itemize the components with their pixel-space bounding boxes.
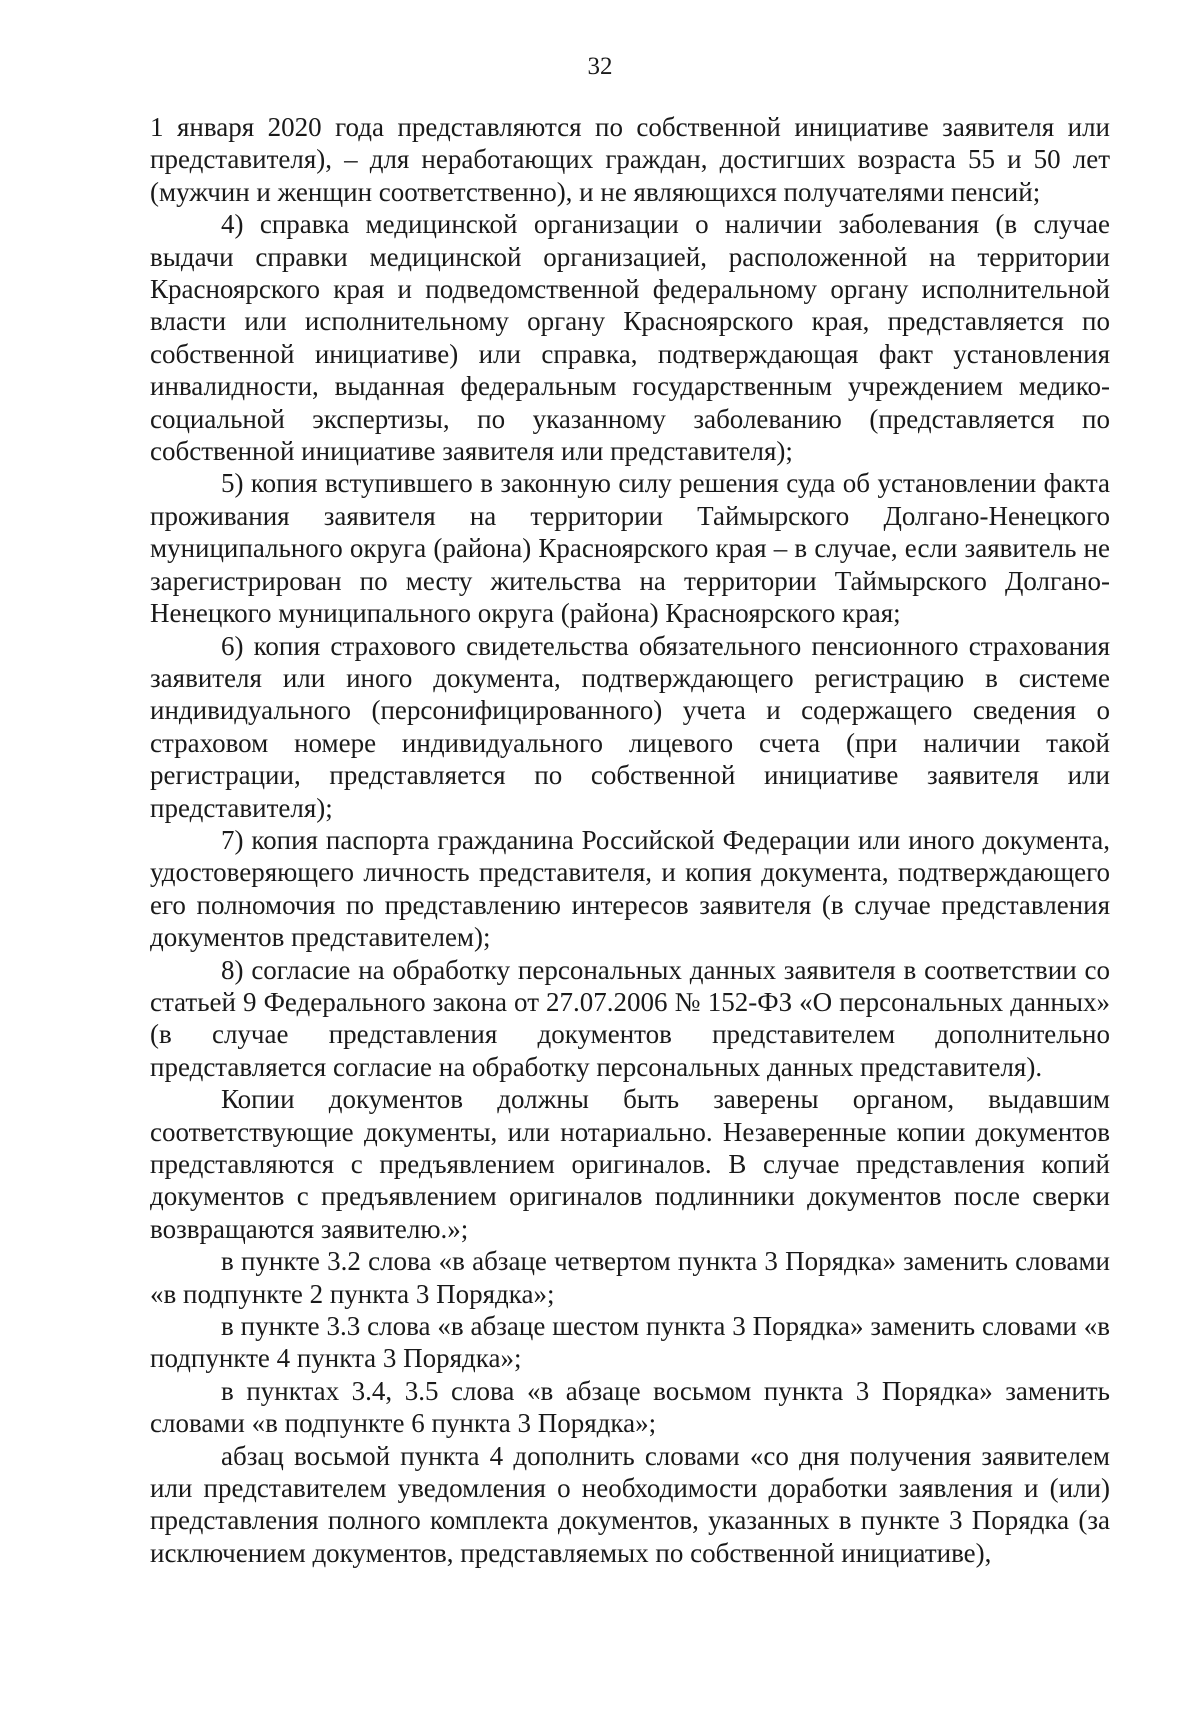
paragraph-item-7: 7) копия паспорта гражданина Российской Федерации или иного документа, удостоверяющего личность представителя, и копия документа, подтверждающего его полномочия по представлению интересов заявителя (в случае представления документов представителем); <box>150 824 1110 953</box>
paragraph-3-2: в пункте 3.2 слова «в абзаце четвертом пункта 3 Порядка» заменить словами «в подпункте 2 пункта 3 Порядка»; <box>150 1246 1110 1309</box>
paragraph-item-5: 5) копия вступившего в законную силу решения суда об установлении факта проживания заявителя на территории Таймырского Долгано-Ненецкого муниципального округа (района) Красноярского края – в случае, если заявитель не зарегистрирован по месту жительства на территории Таймырского Долгано-Ненецкого муниципального округа (района) Красноярского края; <box>150 468 1110 629</box>
paragraph-4-8: абзац восьмой пункта 4 дополнить словами «со дня получения заявителем или представителем уведомления о необходимости доработки заявления и (или) представления полного комплекта документов, указанных в пункте 3 Порядка (за исключением документов, представляемых по собственной инициативе), <box>150 1440 1110 1568</box>
page-number: 32 <box>587 53 613 80</box>
paragraph-item-6: 6) копия страхового свидетельства обязательного пенсионного страхования заявителя или иного документа, подтверждающего регистрацию в системе индивидуального (персонифицированного) учета и содержащего сведения о страховом номере индивидуального лицевого счета (при наличии такой регистрации, представляется по собственной инициативе заявителя или представителя); <box>150 630 1110 823</box>
paragraph-item-4: 4) справка медицинской организации о наличии заболевания (в случае выдачи справки медицинской организацией, расположенной на территории Красноярского края и подведомственной федеральному органу исполнительной власти или исполнительному органу Красноярского края, представляется по собственной инициативе) или справка, подтверждающая факт установления инвалидности, выданная федеральным государственным учреждением медико-социальной экспертизы, по указанному заболеванию (представляется по собственной инициативе заявителя или представителя); <box>150 209 1110 467</box>
paragraph-3-3: в пункте 3.3 слова «в абзаце шестом пункта 3 Порядка» заменить словами «в подпункте 4 пункта 3 Порядка»; <box>150 1311 1110 1374</box>
paragraph-3-4-3-5: в пунктах 3.4, 3.5 слова «в абзаце восьмом пункта 3 Порядка» заменить словами «в подпункте 6 пункта 3 Порядка»; <box>150 1375 1110 1439</box>
paragraph-item-8: 8) согласие на обработку персональных данных заявителя в соответствии со статьей 9 Федерального закона от 27.07.2006 № 152-ФЗ «О персональных данных» (в случае представления документов представителем дополнительно представляется согласие на обработку персональных данных представителя). <box>150 954 1110 1082</box>
paragraph-continuation: 1 января 2020 года представляются по собственной инициативе заявителя или представителя), – для неработающих граждан, достигших возраста 55 и 50 лет (мужчин и женщин соответственно), и не являющихся получателями пенсий; <box>150 112 1110 207</box>
paragraph-copies: Копии документов должны быть заверены органом, выдавшим соответствующие документы, или нотариально. Незаверенные копии документов представляются с предъявлением оригиналов. В случае представления копий документов с предъявлением оригиналов подлинники документов после сверки возвращаются заявителю.»; <box>150 1084 1110 1244</box>
document-body <box>150 111 1110 1569</box>
